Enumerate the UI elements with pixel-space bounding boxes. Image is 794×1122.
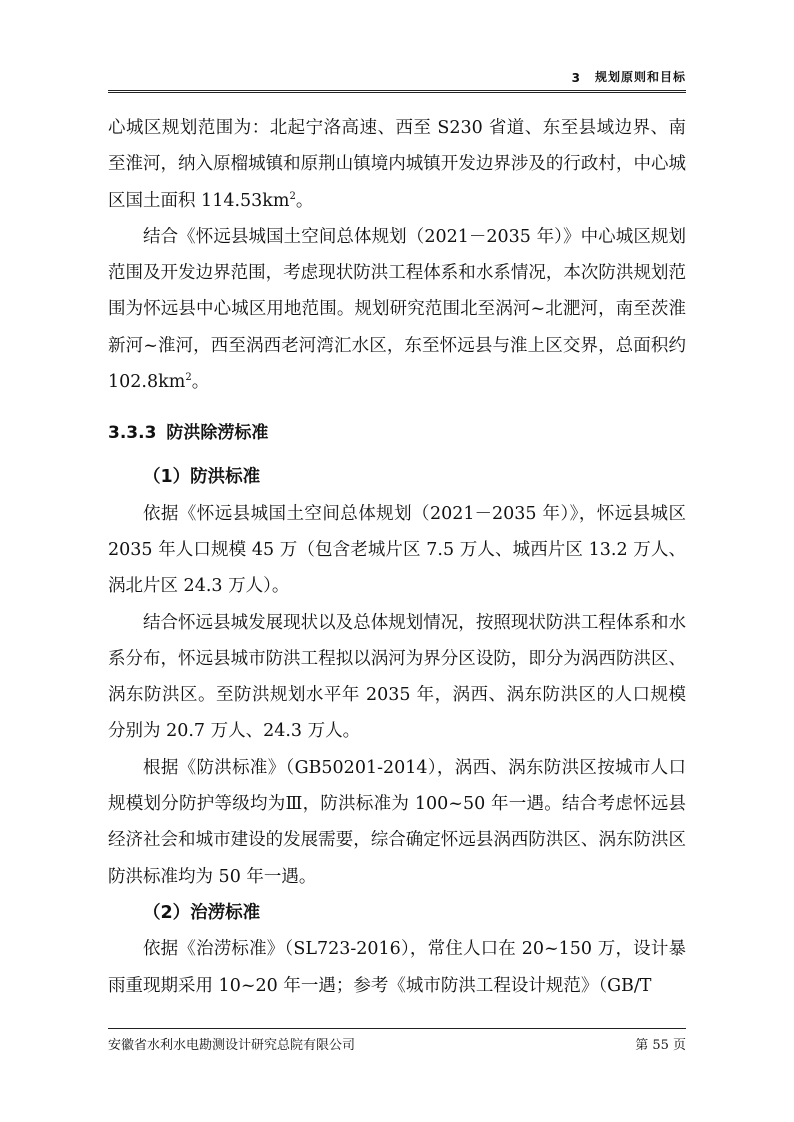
- section-title: 防洪除涝标准: [166, 423, 269, 444]
- paragraph-drainage-basis: 依据《治涝标准》（SL723-2016），常住人口在 20~150 万，设计暴雨重现期采用 10~20 年一遇；参考《城市防洪工程设计规范》（GB/T: [108, 939, 686, 996]
- paragraph-population: 依据《怀远县城国土空间总体规划（2021－2035 年）》，怀远县城区 2035 年人口规模 45 万（包含老城片区 7.5 万人、城西片区 13.2 万人、涡北片区 24.3 万人）。: [108, 503, 686, 597]
- page-number: 第 55 页: [635, 1038, 686, 1053]
- page-body: [108, 110, 686, 1004]
- chapter-title: 规划原则和目标: [594, 70, 686, 84]
- paragraph-zoning: 结合怀远县城发展现状以及总体规划情况，按照现状防洪工程体系和水系分布，怀远县城市防洪工程拟以涡河为界分区设防，即分为涡西防洪区、涡东防洪区。至防洪规划水平年 2035 年，涡西、涡东防洪区的人口规模分别为 20.7 万人、24.3 万人。: [108, 612, 686, 742]
- footer-organization: 安徽省水利水电勘测设计研究总院有限公司: [108, 1038, 356, 1053]
- page-footer: [108, 1034, 686, 1053]
- paragraph-planning-scope: 结合《怀远县城国土空间总体规划（2021－2035 年）》中心城区规划范围及开发边界范围，考虑现状防洪工程体系和水系情况，本次防洪规划范围为怀远县中心城区用地范围。规划研究范围北至涡河~北淝河，南至茨淮新河~淮河，西至涡西老河湾汇水区，东至怀远县与淮上区交界，总面积约 $102.8km^2$。: [108, 226, 686, 393]
- running-header: [108, 68, 686, 85]
- subheading-drainage-standard: （2）治涝标准: [143, 902, 261, 923]
- paragraph-standard-basis: 根据《防洪标准》（GB50201-2014），涡西、涡东防洪区按城市人口规模划分防护等级均为Ⅲ，防洪标准为 100~50 年一遇。结合考虑怀远县经济社会和城市建设的发展需要，综合确定怀远县涡西防洪区、涡东防洪区防洪标准均为 50 年一遇。: [108, 757, 686, 887]
- header-rule: [108, 90, 686, 93]
- paragraph-scope-continued: 心城区规划范围为：北起宁洛高速、西至 S230 省道、东至县域边界、南至淮河，纳入原榴城镇和原荆山镇境内城镇开发边界涉及的行政村，中心城区国土面积 $114.53km^2$。: [108, 118, 686, 211]
- footer-rule: [108, 1028, 686, 1029]
- chapter-number: 3: [571, 71, 581, 85]
- section-heading: [108, 415, 686, 451]
- subheading-flood-standard: （1）防洪标准: [143, 467, 261, 488]
- section-number: 3.3.3: [108, 423, 157, 444]
